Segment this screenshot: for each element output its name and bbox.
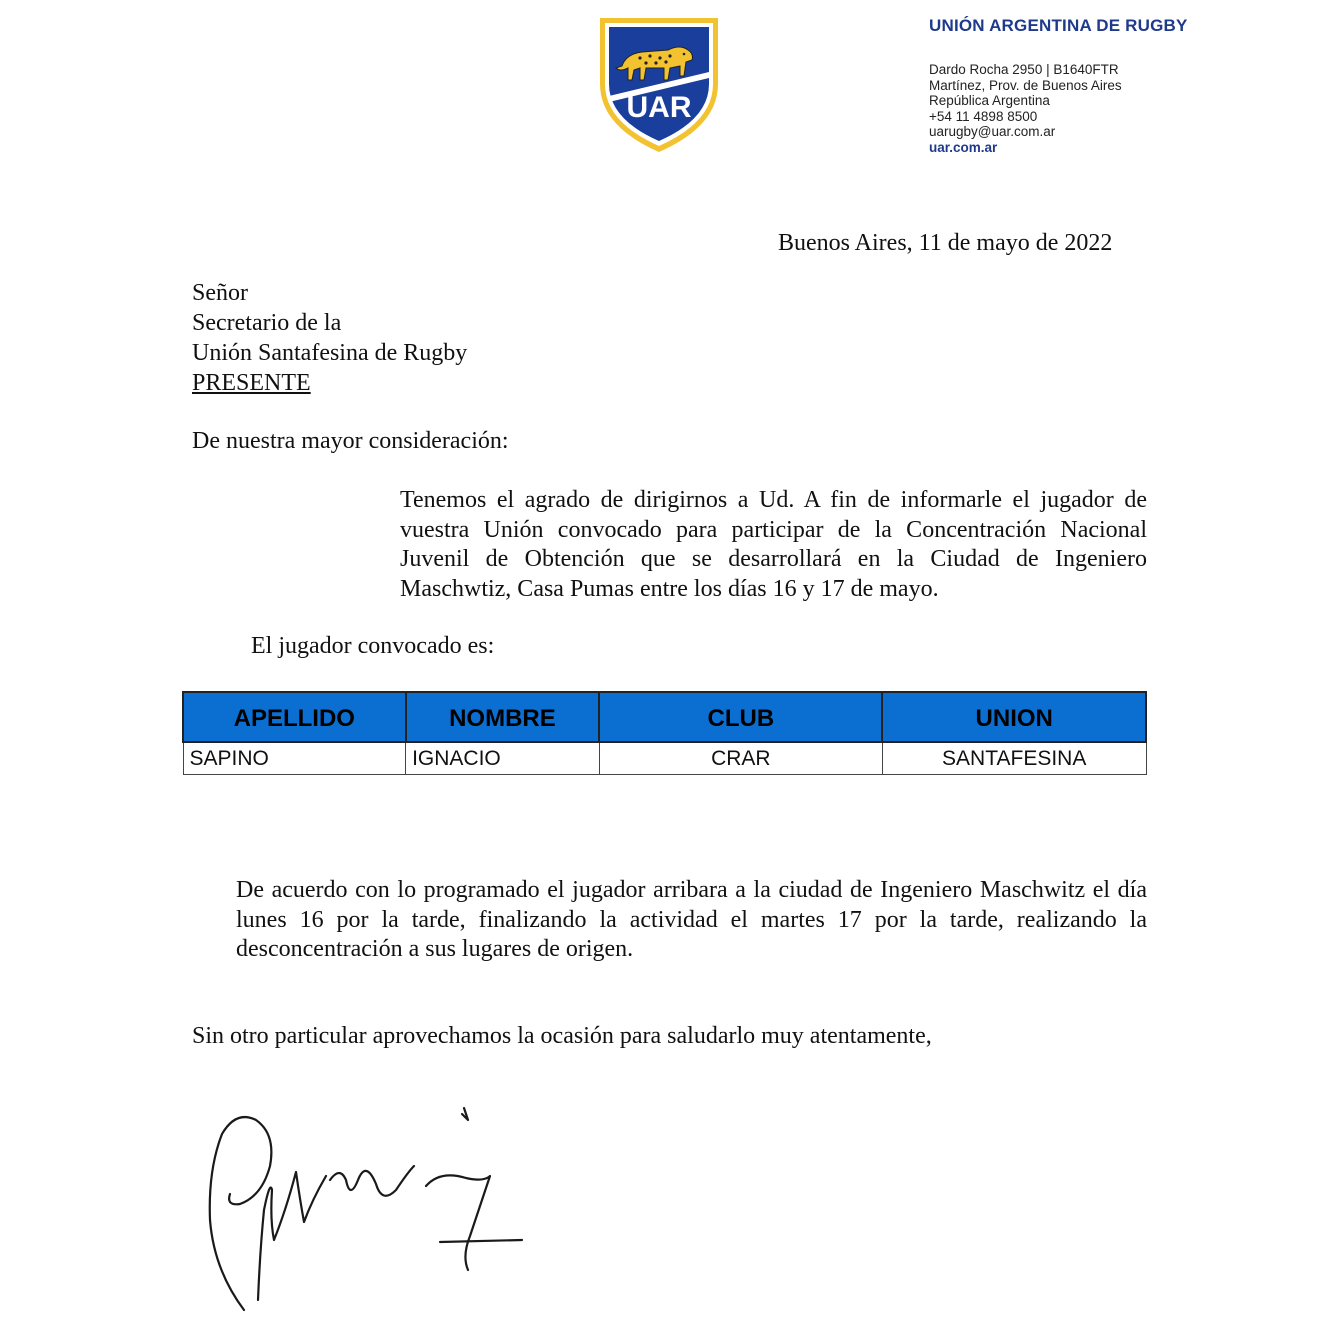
greeting: De nuestra mayor consideración: <box>192 428 509 454</box>
cell-nombre: IGNACIO <box>406 742 600 775</box>
recipient-block <box>192 278 467 398</box>
recipient-line: Señor <box>192 280 248 306</box>
logo-text: UAR <box>626 91 692 124</box>
address-line: República Argentina <box>929 93 1050 108</box>
column-header: CLUB <box>599 692 882 742</box>
cell-union: SANTAFESINA <box>882 742 1146 775</box>
signature <box>200 1100 540 1312</box>
cell-club: CRAR <box>599 742 882 775</box>
paragraph-1-text: Tenemos el agrado de dirigirnos a Ud. A fin de informarle el jugador de vuestra Unión convocado para participar de la Concentración Nacional Juvenil de Obtención que se desarrollará en la Ciudad de Ingeniero Maschwtiz, Casa Pumas entre los días 16 y 17 de mayo. <box>400 487 1147 602</box>
address-line: Martínez, Prov. de Buenos Aires <box>929 77 1122 93</box>
letter-date: Buenos Aires, 11 de mayo de 2022 <box>778 230 1113 256</box>
paragraph-2 <box>192 876 1147 965</box>
address-line: Dardo Rocha 2950 | B1640FTR <box>929 62 1119 77</box>
recipient-line: Unión Santafesina de Rugby <box>192 340 468 366</box>
recipient-line: Secretario de la <box>192 310 342 336</box>
player-intro: El jugador convocado es: <box>251 633 495 659</box>
table-header-row <box>183 692 1146 742</box>
column-header: NOMBRE <box>406 692 600 742</box>
cell-apellido: SAPINO <box>183 742 406 775</box>
column-header: APELLIDO <box>183 692 406 742</box>
paragraph-1 <box>192 486 1147 604</box>
email[interactable]: uarugby@uar.com.ar <box>929 124 1056 139</box>
player-table <box>182 691 1147 775</box>
paragraph-2-text: De acuerdo con lo programado el jugador arribara a la ciudad de Ingeniero Maschwitz el día lunes 16 por la tarde, finalizando la actividad el martes 17 por la tarde, realizando la desconcentración a sus lugares de origen. <box>236 877 1147 962</box>
presente: PRESENTE <box>192 370 311 396</box>
phone: +54 11 4898 8500 <box>929 108 1038 124</box>
closing: Sin otro particular aprovechamos la ocasión para saludarlo muy atentamente, <box>192 1023 932 1049</box>
org-name: UNIÓN ARGENTINA DE RUGBY <box>929 16 1188 35</box>
uar-logo <box>596 14 722 156</box>
column-header: UNION <box>882 692 1146 742</box>
org-header <box>929 16 1188 155</box>
table-row <box>183 742 1146 775</box>
website-link[interactable]: uar.com.ar <box>929 139 998 155</box>
